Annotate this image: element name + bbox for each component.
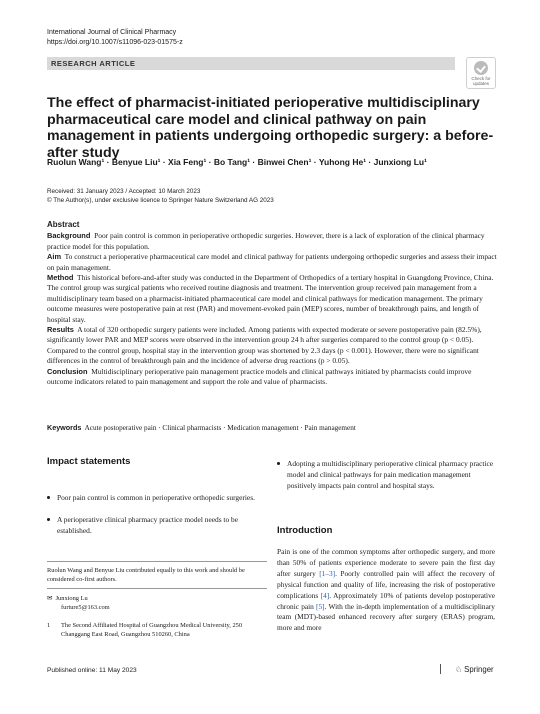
introduction-heading: Introduction xyxy=(277,525,333,536)
check-for-updates-badge[interactable] xyxy=(466,57,496,89)
impact-item xyxy=(47,514,267,536)
abstract-aim xyxy=(47,252,497,273)
footnote-divider xyxy=(47,588,267,589)
contact-email[interactable]: furture5@163.com xyxy=(61,604,110,611)
springer-logo xyxy=(455,665,494,674)
keywords xyxy=(47,423,356,432)
article-type-banner xyxy=(47,57,455,70)
impact-item-text: Poor pain control is common in perioperative orthopedic surgeries. xyxy=(57,493,255,502)
aim-label: Aim xyxy=(47,252,62,262)
background-text: Poor pain control is common in perioperative orthopedic surgeries. However, there is a lack of exploration of the clinical pharmacy practice model for this population. xyxy=(47,231,485,251)
impact-item xyxy=(277,458,495,491)
conclusion-text: Multidisciplinary perioperative pain management practice models and clinical pathways initiated by pharmacists could improve outcome indicators related to pain management and support the role and value of pharmacists. xyxy=(47,366,472,387)
abstract-method xyxy=(47,273,497,325)
method-label: Method xyxy=(47,273,74,283)
journal-name: International Journal of Clinical Pharmacy xyxy=(47,29,177,36)
intro-text: . Approximately 10% of patients develop postoperative chronic pain xyxy=(277,590,495,611)
article-dates xyxy=(47,187,274,205)
aim-text: To construct a perioperative pharmaceutical care model and clinical pathway for patients undergoing orthopedic surgeries and assess their impact on pain management. xyxy=(47,252,497,272)
results-label: Results xyxy=(47,325,74,335)
abstract-background xyxy=(47,231,497,252)
citation-link[interactable]: [5] xyxy=(316,601,325,611)
check-icon xyxy=(474,61,488,75)
doi-link[interactable]: https://doi.org/10.1007/s11096-023-01575-z xyxy=(47,39,183,46)
abstract-heading: Abstract xyxy=(47,220,80,229)
bullet-icon xyxy=(47,496,50,499)
contact-name: Junxiong Lu xyxy=(55,595,88,602)
publisher-name: Springer xyxy=(464,665,494,674)
contact-block xyxy=(47,594,110,612)
abstract-conclusion xyxy=(47,367,497,388)
citation-link[interactable]: [1–3] xyxy=(319,568,336,578)
abstract-results xyxy=(47,325,497,367)
background-label: Background xyxy=(47,231,91,241)
received-accepted: Received: 31 January 2023 / Accepted: 10 March 2023 xyxy=(47,188,201,195)
impact-item-text: Adopting a multidisciplinary perioperative clinical pharmacy practice model and clinical pathways for pain medication management positively impacts pain control and hospital stays. xyxy=(287,459,494,490)
springer-horse-icon: ♘ xyxy=(455,665,462,674)
footnote-divider xyxy=(47,561,267,562)
introduction-paragraph xyxy=(277,547,495,634)
conclusion-label: Conclusion xyxy=(47,366,88,376)
intro-text: . With the in-depth implementation of a multidisciplinary team (MDT)-based enhanced recovery after surgery (ERAS) program, more and more xyxy=(277,601,495,633)
impact-item-text: A perioperative clinical pharmacy practice model needs to be established. xyxy=(57,515,238,535)
check-line2: updates xyxy=(472,81,489,86)
copyright-line: © The Author(s), under exclusive licence to Springer Nature Switzerland AG 2023 xyxy=(47,197,274,204)
results-text: A total of 320 orthopedic surgery patients were included. Among patients with expected moderate or severe postoperative pain (82.5%), significantly lower PAR and MEP scores were observed in the intervention group 24 h after surgeries compared to the control group (p < 0.05). Compared to the control group, hospital stay in the intervention group was shortened by 2.3 days (p < 0.001). However, there were no significant differences in the control of breakthrough pain and the incidence of adverse drug reactions (p > 0.05). xyxy=(47,325,482,366)
impact-heading: Impact statements xyxy=(47,456,131,467)
keywords-label: Keywords xyxy=(47,423,82,432)
method-text: This historical before-and-after study was conducted in the Department of Orthopedics of a tertiary hospital in Guangdong Province, China. The control group was surgical patients who received routine diagnosis and treatment. The intervention group received pain management from a multidisciplinary team based on a pharmacist-initiated pharmaceutical care model and clinical pathways for medication management. The primary outcome measures were postoperative pain at rest (PAR) and movement-evoked pain (MEP) scores, number of breakthrough pains, and length of hospital stay. xyxy=(47,273,494,324)
equal-contribution-note: Ruolun Wang and Benyue Liu contributed equally to this work and should be considered co-first authors. xyxy=(47,567,245,583)
published-date: Published online: 11 May 2023 xyxy=(47,667,137,674)
bullet-icon xyxy=(277,462,280,465)
abstract xyxy=(47,220,497,388)
affiliation-number: 1 xyxy=(47,622,51,629)
citation-link[interactable]: [4] xyxy=(320,590,330,600)
check-line1: Check for xyxy=(471,76,491,81)
envelope-icon: ✉ xyxy=(47,595,53,602)
impact-item xyxy=(47,492,267,503)
footer-divider xyxy=(440,664,441,674)
article-title: The effect of pharmacist-initiated perioperative multidisciplinary pharmaceutical care model and clinical pathway on pain management in patients undergoing orthopedic surgery: a before-after study xyxy=(47,95,494,161)
article-type-label: RESEARCH ARTICLE xyxy=(51,59,136,68)
affiliation-text: The Second Affiliated Hospital of Guangzhou Medical University, 250 Changgang East Road, Guangzhou 510260, China xyxy=(61,622,243,638)
keywords-text: Acute postoperative pain · Clinical pharmacists · Medication management · Pain management xyxy=(84,424,356,432)
intro-text: Pain is one of the common symptoms after orthopedic surgery, and more than 50% of patients experience moderate to severe pain the first day after surgery xyxy=(277,547,495,578)
intro-text: . Poorly controlled pain will affect the recovery of physical function and quality of life, increasing the risk of postoperative complications xyxy=(277,568,495,600)
bullet-icon xyxy=(47,518,50,521)
author-list: Ruolun Wang¹ · Benyue Liu¹ · Xia Feng¹ · Bo Tang¹ · Binwei Chen¹ · Yuhong He¹ · Junxiong Lu¹ xyxy=(47,157,427,167)
journal-header xyxy=(47,28,183,48)
